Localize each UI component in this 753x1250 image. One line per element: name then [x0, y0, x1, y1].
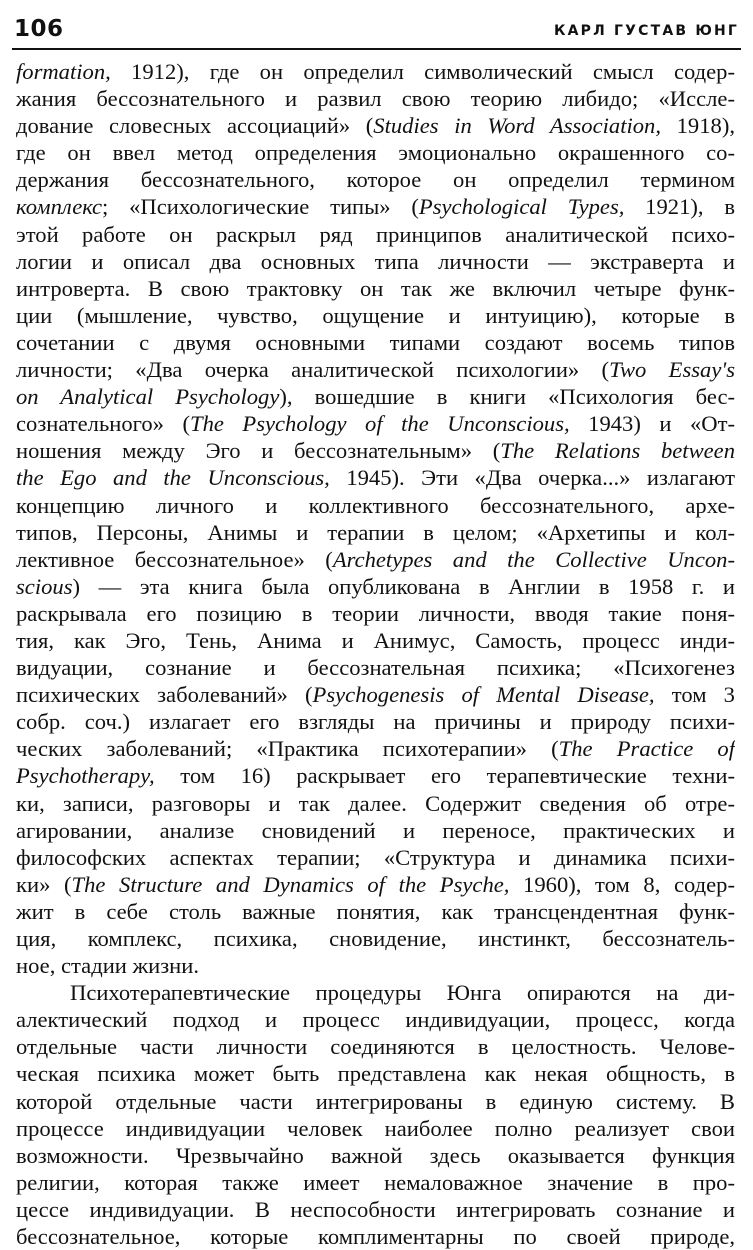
text-line: собр. соч.) излагает его взгляды на причины и природу психи-	[16, 709, 735, 735]
text-line: ческих заболеваний; «Практика психотерапии» (The Practice of	[16, 736, 735, 762]
text-line: Психотерапевтические процедуры Юнга опираются на ди-	[70, 980, 735, 1006]
text-line: жит в себе столь важные понятия, как трансцендентная функ-	[16, 898, 735, 924]
text-line: ное, стадии жизни.	[16, 953, 199, 979]
text-line: концепцию личного и коллективного бессознательного, архе-	[16, 492, 735, 518]
text-line: the Ego and the Unconscious, 1945). Эти «Два очерка...» излагают	[16, 465, 735, 491]
text-line: психических заболеваний» (Psychogenesis of Mental Disease, том 3	[16, 682, 735, 708]
text-line: комплекс; «Психологические типы» (Psychological Types, 1921), в	[16, 194, 735, 220]
text-line: ческая психика может быть представлена как некая общность, в	[16, 1061, 735, 1087]
text-line: типов, Персоны, Анимы и терапии в целом; «Архетипы и кол-	[16, 519, 735, 545]
text-line: ки, записи, разговоры и так далее. Содержит сведения об отре-	[16, 790, 735, 816]
text-line: лективное бессознательное» (Archetypes and the Collective Uncon-	[16, 546, 735, 572]
text-line: Psychotherapy, том 16) раскрывает его терапевтические техни-	[16, 763, 735, 789]
text-line: scious) — эта книга была опубликована в Англии в 1958 г. и	[16, 573, 735, 599]
text-line: тия, как Эго, Тень, Анима и Анимус, Самость, процесс инди-	[16, 627, 735, 653]
text-line: отдельные части личности соединяются в целостность. Челове-	[16, 1034, 735, 1060]
paragraph-1	[16, 58, 735, 979]
text-line: ношения между Эго и бессознательным» (The Relations between	[16, 438, 735, 464]
text-line: возможности. Чрезвычайно важной здесь оказывается функция	[16, 1142, 735, 1168]
text-line: ция, комплекс, психика, сновидение, инстинкт, бессознатель-	[16, 926, 735, 951]
text-line: цессе индивидуации. В неспособности интегрировать сознание и	[16, 1196, 735, 1222]
text-line: агировании, анализе сновидений и переносе, практических и	[16, 817, 735, 843]
text-line: личности; «Два очерка аналитической психологии» (Two Essay's	[16, 357, 735, 383]
text-line: логии и описал два основных типа личности — экстраверта и	[16, 248, 735, 274]
text-line: жания бессознательного и развил свою теорию либидо; «Иссле-	[16, 86, 735, 112]
text-line: алектический подход и процесс индивидуации, процесс, когда	[16, 1007, 735, 1033]
paragraph-2	[16, 979, 735, 1250]
text-line: сознательного» (The Psychology of the Unconscious, 1943) и «От-	[16, 411, 735, 437]
text-line: сочетании с двумя основными типами создают восемь типов	[16, 329, 735, 355]
text-line: бессознательное, которые комплиментарны по своей природе,	[16, 1224, 735, 1250]
text-line: интроверта. В свою трактовку он так же включил четыре функ-	[16, 275, 735, 301]
text-line: религии, которая также имеет немаловажное значение в про-	[16, 1169, 735, 1195]
text-line: этой работе он раскрыл ряд принципов аналитической психо-	[16, 221, 735, 247]
text-line: дование словесных ассоциаций» (Studies in Word Association, 1918),	[16, 113, 735, 139]
page-number: 106	[14, 16, 64, 42]
text-line: держания бессознательного, которое он определил термином	[16, 167, 735, 193]
page-header	[12, 14, 741, 50]
text-line: видуации, сознание и бессознательная психика; «Психогенез	[16, 655, 735, 681]
text-line: ции (мышление, чувство, ощущение и интуицию), которые в	[16, 302, 735, 328]
text-line: on Analytical Psychology), вошедшие в книги «Психология бес-	[16, 384, 735, 410]
text-line: formation, 1912), где он определил символический смысл содер-	[16, 59, 735, 84]
text-line: раскрывала его позицию в теории личности, вводя такие поня-	[16, 600, 735, 626]
text-line: ки» (The Structure and Dynamics of the Psyche, 1960), том 8, содер-	[16, 871, 735, 897]
text-line: процессе индивидуации человек наиболее полно реализует свои	[16, 1115, 735, 1141]
running-head: КАРЛ ГУСТАВ ЮНГ	[553, 23, 739, 39]
text-line: которой отдельные части интегрированы в единую систему. В	[16, 1088, 735, 1114]
text-line: где он ввел метод определения эмоционально окрашенного со-	[16, 140, 735, 166]
text-line: философских аспектах терапии; «Структура и динамика психи-	[16, 844, 735, 870]
body-text	[16, 58, 735, 1250]
